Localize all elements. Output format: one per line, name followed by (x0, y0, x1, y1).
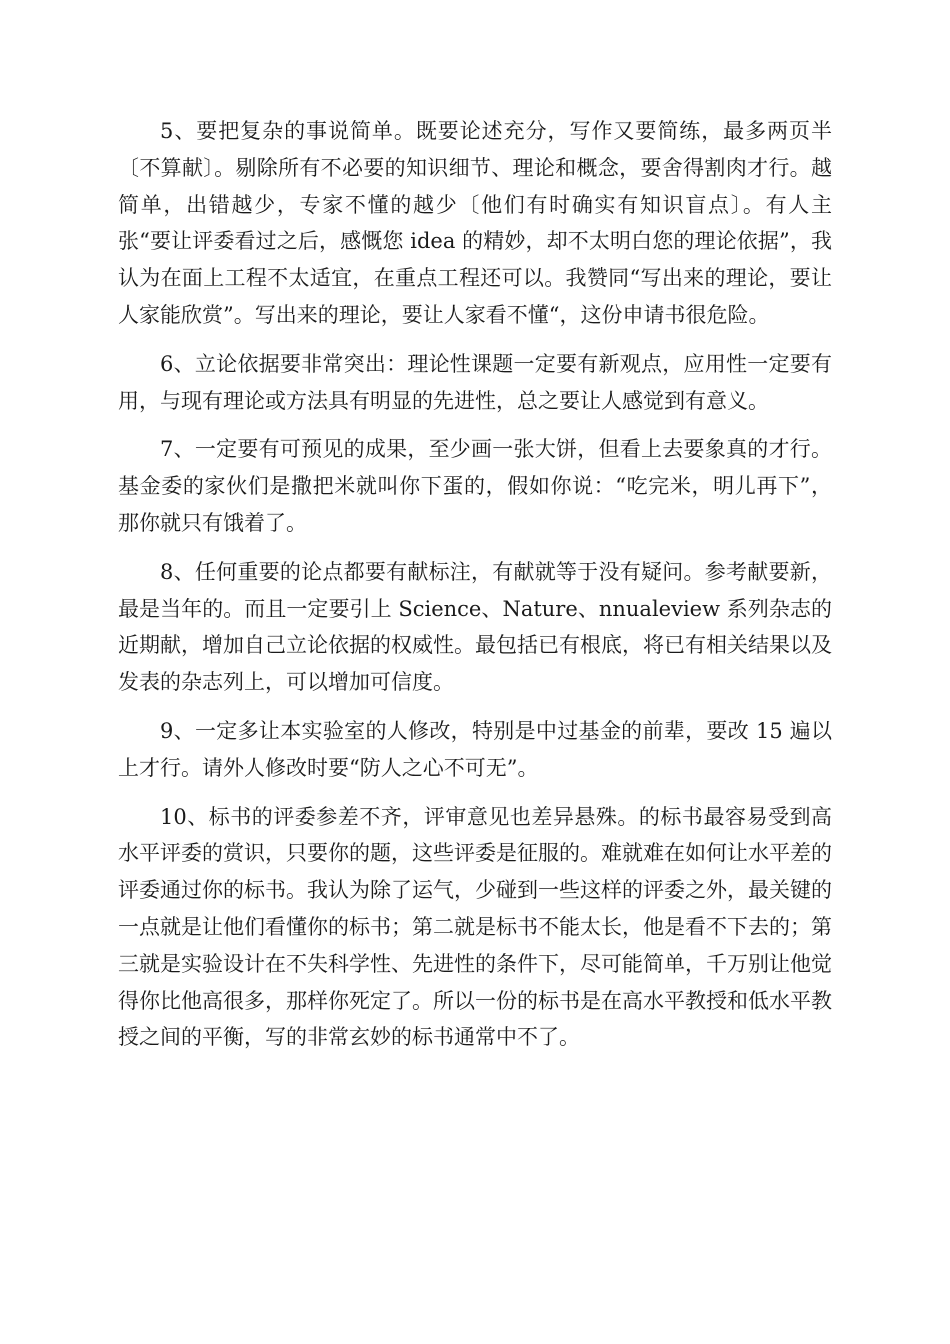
paragraph-5: 5、要把复杂的事说简单。既要论述充分，写作又要简练，最多两页半〔不算献〕。剔除所有不必要的知识细节、理论和概念，要舍得割肉才行。越简单，出错越少，专家不懂的越少〔他们有时确实有知识盲点〕。有人主张“要让评委看过之后，感慨您 idea 的精妙，却不太明白您的理论依据”，我认为在面上工程不太适宜，在重点工程还可以。我赞同“写出来的理论，要让人家能欣赏”。写出来的理论，要让人家看不懂“，这份申请书很危险。 (118, 119, 832, 327)
document-body (118, 113, 832, 1068)
paragraph-9: 9、一定多让本实验室的人修改，特别是中过基金的前辈，要改 15 遍以上才行。请外人修改时要“防人之心不可无”。 (118, 718, 832, 780)
paragraph-6: 6、立论依据要非常突出：理论性课题一定要有新观点，应用性一定要有用，与现有理论或方法具有明显的先进性，总之要让人感觉到有意义。 (118, 351, 832, 413)
paragraph-7: 7、一定要有可预见的成果，至少画一张大饼，但看上去要象真的才行。基金委的家伙们是撒把米就叫你下蛋的，假如你说：“吃完米，明儿再下”，那你就只有饿着了。 (118, 437, 832, 535)
paragraph-10: 10、标书的评委参差不齐，评审意见也差异悬殊。的标书最容易受到高水平评委的赏识，只要你的题，这些评委是征服的。难就难在如何让水平差的评委通过你的标书。我认为除了运气，少碰到一些这样的评委之外，最关键的一点就是让他们看懂你的标书；第二就是标书不能太长，他是看不下去的；第三就是实验设计在不失科学性、先进性的条件下，尽可能简单，千万别让他觉得你比他高很多，那样你死定了。所以一份的标书是在高水平教授和低水平教授之间的平衡，写的非常玄妙的标书通常中不了。 (118, 804, 832, 1050)
paragraph-8: 8、任何重要的论点都要有献标注，有献就等于没有疑问。参考献要新，最是当年的。而且一定要引上 Science、Nature、nnualeview 系列杂志的近期献，增加自己立论依据的权威性。最包括已有根底，将已有相关结果以及发表的杂志列上，可以增加可信度。 (118, 559, 832, 695)
